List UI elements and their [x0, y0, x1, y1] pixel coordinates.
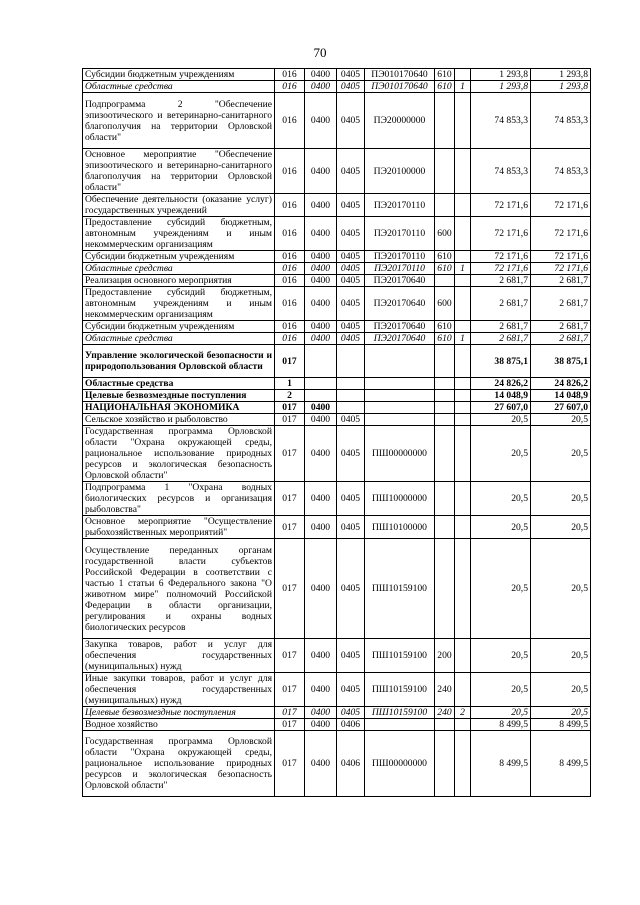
table-row	[83, 275, 591, 287]
cell-vr	[435, 390, 455, 402]
table-row	[83, 345, 591, 378]
table-row	[83, 378, 591, 390]
cell-ist	[455, 402, 471, 414]
cell-rz: 0400	[305, 321, 337, 333]
cell-s2: 8 499,5	[531, 731, 591, 797]
cell-s1: 14 048,9	[471, 390, 531, 402]
cell-pr: 0405	[337, 516, 365, 539]
cell-csr: ПЭ20170640	[365, 287, 435, 321]
table-row	[83, 673, 591, 707]
cell-s2: 2 681,7	[531, 287, 591, 321]
cell-s1: 8 499,5	[471, 731, 531, 797]
cell-ved: 017	[275, 639, 305, 673]
cell-rz: 0400	[305, 93, 337, 149]
cell-ist	[455, 69, 471, 81]
table-row	[83, 69, 591, 81]
cell-s1: 20,5	[471, 707, 531, 719]
cell-vr: 610	[435, 263, 455, 275]
cell-s2: 72 171,6	[531, 251, 591, 263]
cell-s1: 2 681,7	[471, 275, 531, 287]
cell-vr	[435, 731, 455, 797]
cell-name: Обеспечение деятельности (оказание услуг) государственных учреждений	[83, 194, 275, 217]
cell-csr	[365, 402, 435, 414]
cell-ved: 016	[275, 93, 305, 149]
table-row	[83, 81, 591, 93]
cell-csr: ПШ10000000	[365, 482, 435, 516]
cell-rz: 0400	[305, 251, 337, 263]
cell-rz: 0400	[305, 275, 337, 287]
cell-vr	[435, 194, 455, 217]
cell-pr	[337, 402, 365, 414]
cell-pr: 0405	[337, 81, 365, 93]
cell-s1: 27 607,0	[471, 402, 531, 414]
cell-rz: 0400	[305, 426, 337, 482]
cell-s1: 38 875,1	[471, 345, 531, 378]
cell-ved: 016	[275, 287, 305, 321]
cell-vr	[435, 378, 455, 390]
cell-s2: 14 048,9	[531, 390, 591, 402]
cell-pr: 0405	[337, 251, 365, 263]
cell-s1: 20,5	[471, 426, 531, 482]
cell-ved: 2	[275, 390, 305, 402]
cell-vr	[435, 539, 455, 639]
cell-name: Областные средства	[83, 378, 275, 390]
cell-ist	[455, 93, 471, 149]
cell-csr: ПЭ20170110	[365, 263, 435, 275]
cell-ist	[455, 414, 471, 426]
cell-s1: 72 171,6	[471, 263, 531, 275]
cell-s1: 20,5	[471, 639, 531, 673]
cell-rz: 0400	[305, 69, 337, 81]
cell-ist	[455, 287, 471, 321]
cell-s1: 20,5	[471, 516, 531, 539]
table-row	[83, 426, 591, 482]
cell-ved: 017	[275, 402, 305, 414]
cell-ist	[455, 275, 471, 287]
cell-ist: 1	[455, 333, 471, 345]
cell-ist: 1	[455, 81, 471, 93]
table-row	[83, 263, 591, 275]
cell-ist	[455, 426, 471, 482]
cell-csr: ПЭ010170640	[365, 81, 435, 93]
cell-s1: 2 681,7	[471, 287, 531, 321]
cell-vr: 610	[435, 251, 455, 263]
cell-ist: 1	[455, 263, 471, 275]
cell-pr	[337, 390, 365, 402]
cell-csr	[365, 414, 435, 426]
cell-csr: ПШ10159100	[365, 539, 435, 639]
cell-vr: 610	[435, 69, 455, 81]
cell-s1: 24 826,2	[471, 378, 531, 390]
page-number: 70	[313, 45, 327, 60]
table-row	[83, 93, 591, 149]
cell-name: Сельское хозяйство и рыболовство	[83, 414, 275, 426]
cell-ved: 017	[275, 731, 305, 797]
cell-pr: 0405	[337, 539, 365, 639]
cell-s1: 1 293,8	[471, 69, 531, 81]
cell-pr: 0405	[337, 707, 365, 719]
cell-name: Государственная программа Орловской области "Охрана окружающей среды, рациональное использование природных ресурсов и экологическая безопасность Орловской области"	[83, 731, 275, 797]
cell-name: Государственная программа Орловской области "Охрана окружающей среды, рациональное использование природных ресурсов и экологическая безопасность Орловской области"	[83, 426, 275, 482]
cell-pr: 0405	[337, 426, 365, 482]
cell-rz: 0400	[305, 707, 337, 719]
cell-rz: 0400	[305, 217, 337, 251]
cell-pr: 0405	[337, 482, 365, 516]
cell-csr	[365, 390, 435, 402]
cell-pr: 0405	[337, 149, 365, 194]
cell-s2: 20,5	[531, 482, 591, 516]
cell-s1: 2 681,7	[471, 321, 531, 333]
cell-vr: 240	[435, 673, 455, 707]
cell-csr: ПЭ20170110	[365, 217, 435, 251]
cell-name: Подпрограмма 2 "Обеспечение эпизоотического и ветеринарно-санитарного благополучия на территории Орловской области"	[83, 93, 275, 149]
cell-s1: 72 171,6	[471, 217, 531, 251]
cell-rz	[305, 390, 337, 402]
cell-s1: 20,5	[471, 539, 531, 639]
cell-ved: 017	[275, 707, 305, 719]
cell-s1: 20,5	[471, 482, 531, 516]
cell-rz: 0400	[305, 482, 337, 516]
cell-s2: 8 499,5	[531, 719, 591, 731]
cell-ist	[455, 194, 471, 217]
cell-vr	[435, 345, 455, 378]
cell-vr: 610	[435, 333, 455, 345]
cell-ist	[455, 251, 471, 263]
cell-rz: 0400	[305, 287, 337, 321]
cell-ved: 016	[275, 251, 305, 263]
cell-vr	[435, 149, 455, 194]
cell-pr: 0405	[337, 287, 365, 321]
cell-csr: ПШ10159100	[365, 639, 435, 673]
cell-csr	[365, 719, 435, 731]
cell-s1: 74 853,3	[471, 149, 531, 194]
table-row	[83, 482, 591, 516]
table-row	[83, 539, 591, 639]
cell-rz: 0400	[305, 516, 337, 539]
cell-s2: 74 853,3	[531, 93, 591, 149]
table-row	[83, 731, 591, 797]
cell-vr	[435, 414, 455, 426]
table-row	[83, 287, 591, 321]
cell-pr: 0405	[337, 321, 365, 333]
cell-s2: 27 607,0	[531, 402, 591, 414]
table-row	[83, 719, 591, 731]
cell-rz	[305, 378, 337, 390]
cell-rz: 0400	[305, 731, 337, 797]
cell-ved: 016	[275, 263, 305, 275]
cell-ved: 016	[275, 321, 305, 333]
cell-pr: 0405	[337, 217, 365, 251]
cell-pr: 0405	[337, 69, 365, 81]
cell-s2: 74 853,3	[531, 149, 591, 194]
cell-ved: 017	[275, 426, 305, 482]
cell-rz: 0400	[305, 402, 337, 414]
cell-name: Водное хозяйство	[83, 719, 275, 731]
cell-name: Целевые безвозмездные поступления	[83, 707, 275, 719]
cell-rz: 0400	[305, 81, 337, 93]
cell-csr: ПЭ20170110	[365, 194, 435, 217]
cell-ist: 2	[455, 707, 471, 719]
cell-s2: 1 293,8	[531, 81, 591, 93]
cell-ved: 017	[275, 345, 305, 378]
cell-vr: 600	[435, 217, 455, 251]
cell-csr	[365, 378, 435, 390]
cell-ist	[455, 149, 471, 194]
cell-pr: 0405	[337, 194, 365, 217]
cell-ist	[455, 539, 471, 639]
cell-ved: 016	[275, 217, 305, 251]
cell-rz: 0400	[305, 263, 337, 275]
cell-csr: ПШ10159100	[365, 707, 435, 719]
cell-name: Основное мероприятие "Обеспечение эпизоотического и ветеринарно-санитарного благополучия на территории Орловской области"	[83, 149, 275, 194]
cell-s2: 2 681,7	[531, 275, 591, 287]
cell-ved: 017	[275, 673, 305, 707]
cell-s2: 20,5	[531, 639, 591, 673]
budget-table	[82, 68, 591, 797]
cell-ved: 016	[275, 333, 305, 345]
cell-name: Областные средства	[83, 263, 275, 275]
cell-name: Реализация основного мероприятия	[83, 275, 275, 287]
cell-s2: 72 171,6	[531, 217, 591, 251]
cell-pr: 0405	[337, 673, 365, 707]
cell-s1: 20,5	[471, 414, 531, 426]
cell-s2: 38 875,1	[531, 345, 591, 378]
cell-pr	[337, 345, 365, 378]
cell-rz	[305, 345, 337, 378]
table-row	[83, 402, 591, 414]
cell-vr: 610	[435, 81, 455, 93]
cell-ved: 016	[275, 81, 305, 93]
cell-ist	[455, 217, 471, 251]
cell-pr: 0405	[337, 275, 365, 287]
cell-pr	[337, 378, 365, 390]
cell-name: Осуществление переданных органам государственной власти субъектов Российской Федерации в соответствии с частью 1 статьи 6 Федерального закона "О животном мире" полномочий Российской Федерации в области организации, регулирования и охраны водных биологических ресурсов	[83, 539, 275, 639]
cell-rz: 0400	[305, 333, 337, 345]
table-row	[83, 149, 591, 194]
cell-ved: 016	[275, 69, 305, 81]
cell-ist	[455, 378, 471, 390]
cell-name: Основное мероприятие "Осуществление рыбохозяйственных мероприятий"	[83, 516, 275, 539]
table-row	[83, 707, 591, 719]
cell-csr: ПЭ20170640	[365, 275, 435, 287]
cell-ved: 017	[275, 414, 305, 426]
cell-name: Управление экологической безопасности и природопользования Орловской области	[83, 345, 275, 378]
cell-ved: 017	[275, 482, 305, 516]
cell-csr: ПШ10159100	[365, 673, 435, 707]
cell-s2: 1 293,8	[531, 69, 591, 81]
cell-ved: 016	[275, 194, 305, 217]
cell-csr: ПШ00000000	[365, 426, 435, 482]
cell-ist	[455, 516, 471, 539]
cell-pr: 0406	[337, 731, 365, 797]
cell-csr: ПШ00000000	[365, 731, 435, 797]
cell-rz: 0400	[305, 673, 337, 707]
cell-name: Областные средства	[83, 81, 275, 93]
cell-vr	[435, 516, 455, 539]
cell-s2: 72 171,6	[531, 194, 591, 217]
cell-pr: 0406	[337, 719, 365, 731]
cell-rz: 0400	[305, 539, 337, 639]
cell-csr: ПЭ20170640	[365, 333, 435, 345]
cell-pr: 0405	[337, 414, 365, 426]
table-row	[83, 333, 591, 345]
cell-vr	[435, 482, 455, 516]
cell-name: Закупка товаров, работ и услуг для обеспечения государственных (муниципальных) нужд	[83, 639, 275, 673]
cell-vr: 240	[435, 707, 455, 719]
cell-ist	[455, 719, 471, 731]
cell-s2: 72 171,6	[531, 263, 591, 275]
cell-s1: 72 171,6	[471, 194, 531, 217]
cell-vr	[435, 402, 455, 414]
cell-s1: 74 853,3	[471, 93, 531, 149]
cell-rz: 0400	[305, 639, 337, 673]
cell-ist	[455, 673, 471, 707]
cell-s2: 24 826,2	[531, 378, 591, 390]
cell-ist	[455, 731, 471, 797]
cell-csr: ПЭ20000000	[365, 93, 435, 149]
cell-ist	[455, 321, 471, 333]
cell-vr	[435, 93, 455, 149]
cell-s1: 20,5	[471, 673, 531, 707]
table-row	[83, 321, 591, 333]
table-row	[83, 639, 591, 673]
cell-rz: 0400	[305, 719, 337, 731]
cell-s2: 2 681,7	[531, 333, 591, 345]
cell-s1: 2 681,7	[471, 333, 531, 345]
cell-ist	[455, 639, 471, 673]
cell-name: НАЦИОНАЛЬНАЯ ЭКОНОМИКА	[83, 402, 275, 414]
table-row	[83, 390, 591, 402]
cell-csr: ПЭ010170640	[365, 69, 435, 81]
cell-vr: 600	[435, 287, 455, 321]
cell-ved: 016	[275, 275, 305, 287]
cell-vr	[435, 275, 455, 287]
cell-s2: 20,5	[531, 673, 591, 707]
cell-s2: 20,5	[531, 426, 591, 482]
cell-pr: 0405	[337, 263, 365, 275]
cell-csr: ПШ10100000	[365, 516, 435, 539]
cell-s2: 20,5	[531, 516, 591, 539]
cell-s1: 1 293,8	[471, 81, 531, 93]
cell-rz: 0400	[305, 194, 337, 217]
cell-ist	[455, 482, 471, 516]
cell-s2: 2 681,7	[531, 321, 591, 333]
cell-name: Субсидии бюджетным учреждениям	[83, 251, 275, 263]
cell-name: Областные средства	[83, 333, 275, 345]
cell-pr: 0405	[337, 333, 365, 345]
table-row	[83, 516, 591, 539]
cell-name: Предоставление субсидий бюджетным, автономным учреждениям и иным некоммерческим организациям	[83, 287, 275, 321]
cell-name: Предоставление субсидий бюджетным, автономным учреждениям и иным некоммерческим организациям	[83, 217, 275, 251]
cell-ved: 017	[275, 516, 305, 539]
cell-ist	[455, 390, 471, 402]
cell-pr: 0405	[337, 639, 365, 673]
cell-ved: 017	[275, 719, 305, 731]
cell-ved: 1	[275, 378, 305, 390]
cell-name: Субсидии бюджетным учреждениям	[83, 321, 275, 333]
cell-ist	[455, 345, 471, 378]
cell-ved: 017	[275, 539, 305, 639]
cell-csr	[365, 345, 435, 378]
cell-s1: 8 499,5	[471, 719, 531, 731]
cell-rz: 0400	[305, 149, 337, 194]
cell-s2: 20,5	[531, 539, 591, 639]
cell-vr	[435, 719, 455, 731]
table-row	[83, 251, 591, 263]
cell-csr: ПЭ20100000	[365, 149, 435, 194]
cell-s2: 20,5	[531, 707, 591, 719]
cell-name: Субсидии бюджетным учреждениям	[83, 69, 275, 81]
table-row	[83, 414, 591, 426]
cell-csr: ПЭ20170110	[365, 251, 435, 263]
cell-name: Подпрограмма 1 "Охрана водных биологических ресурсов и организация рыболовства"	[83, 482, 275, 516]
table-row	[83, 217, 591, 251]
cell-rz: 0400	[305, 414, 337, 426]
cell-csr: ПЭ20170640	[365, 321, 435, 333]
cell-pr: 0405	[337, 93, 365, 149]
cell-name: Целевые безвозмездные поступления	[83, 390, 275, 402]
cell-s2: 20,5	[531, 414, 591, 426]
cell-vr: 200	[435, 639, 455, 673]
cell-ved: 016	[275, 149, 305, 194]
cell-vr: 610	[435, 321, 455, 333]
cell-s1: 72 171,6	[471, 251, 531, 263]
cell-vr	[435, 426, 455, 482]
cell-name: Иные закупки товаров, работ и услуг для обеспечения государственных (муниципальных) нужд	[83, 673, 275, 707]
table-row	[83, 194, 591, 217]
